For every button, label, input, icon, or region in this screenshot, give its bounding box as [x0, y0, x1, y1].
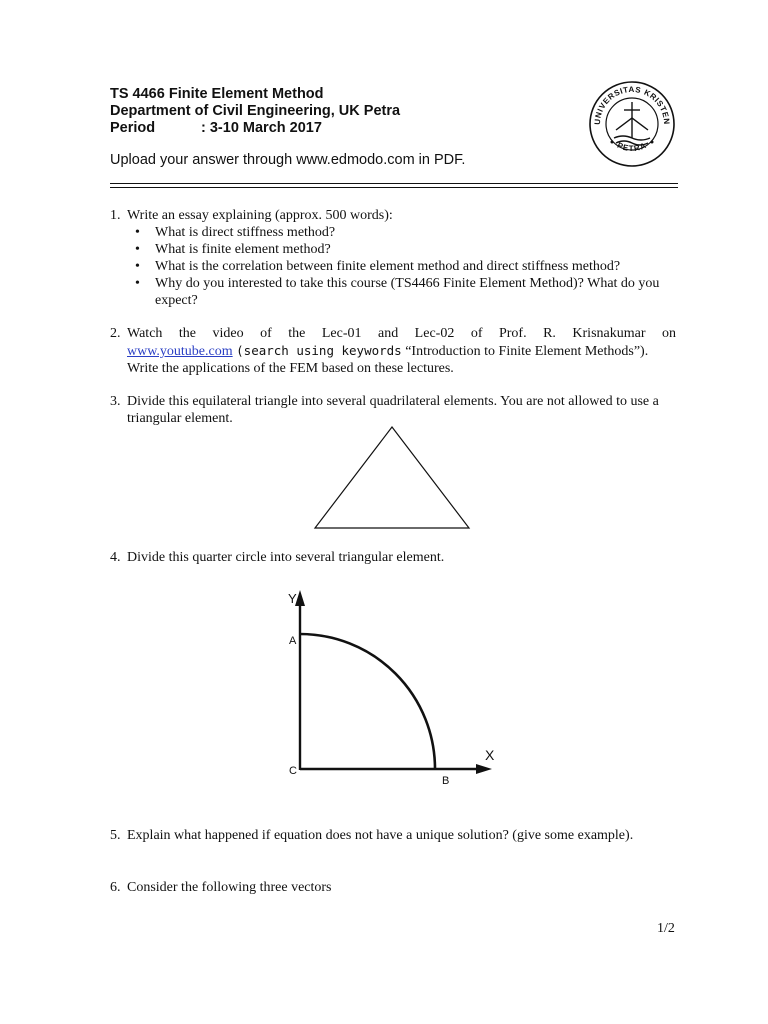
question-1: [110, 207, 676, 309]
point-c-label: C: [289, 765, 297, 777]
question-number: 3.: [110, 394, 121, 409]
search-keywords: “Introduction to Finite Element Methods”).: [405, 344, 649, 359]
x-axis-arrow-icon: [476, 764, 492, 774]
point-a-label: A: [289, 635, 297, 647]
question-5: [110, 827, 650, 844]
seal-bottom-text: PETRA: [615, 140, 649, 154]
question-text: Write an essay explaining (approx. 500 words):: [127, 208, 393, 223]
department-line: Department of Civil Engineering, UK Petra: [110, 103, 401, 119]
period-line: [110, 120, 322, 136]
bullet-item: • What is the correlation between finite element method and direct stiffness method?: [127, 258, 676, 275]
header-divider-bottom: [110, 187, 678, 188]
bullet-list: [127, 224, 676, 309]
question-4: [110, 549, 676, 566]
bullet-item: • Why do you interested to take this course (TS4466 Finite Element Method)? What do you expect?: [127, 275, 676, 309]
youtube-link[interactable]: www.youtube.com: [127, 344, 233, 359]
page-number: 1/2: [657, 921, 675, 936]
question-text: Watch the video of the Lec-01 and Lec-02 of Prof. R. Krisnakumar on: [127, 326, 676, 341]
seal-top-text: UNIVERSITAS KRISTEN: [592, 84, 672, 126]
seal-emblem-icon: [614, 102, 650, 145]
question-number: 6.: [110, 880, 121, 895]
point-b-label: B: [442, 775, 450, 787]
bullet-item: • What is finite element method?: [127, 241, 676, 258]
question-text-line-3: Write the applications of the FEM based on these lectures.: [127, 361, 454, 376]
course-title: TS 4466 Finite Element Method: [110, 86, 324, 102]
question-6: [110, 879, 676, 896]
quarter-circle-arc: [300, 634, 435, 769]
y-axis-label: Y: [288, 591, 297, 606]
question-text: Explain what happened if equation does not have a unique solution? (give some example).: [127, 828, 634, 843]
question-number: 5.: [110, 828, 121, 843]
question-text: Divide this equilateral triangle into several quadrilateral elements. You are not allowed to use a triangular element.: [127, 394, 659, 426]
question-number: 4.: [110, 550, 121, 565]
question-text: Divide this quarter circle into several triangular element.: [127, 550, 445, 565]
quarter-circle-figure: [280, 582, 510, 792]
equilateral-triangle-figure: [310, 422, 476, 534]
header-divider-top: [110, 183, 678, 184]
question-text-line-2: [127, 342, 676, 360]
university-seal-logo: [588, 80, 676, 168]
period-value: : 3-10 March 2017: [201, 120, 322, 136]
search-note: (search using keywords: [236, 343, 402, 358]
bullet-item: • What is direct stiffness method?: [127, 224, 676, 241]
upload-instruction: Upload your answer through www.edmodo.com in PDF.: [110, 152, 466, 168]
question-text: Consider the following three vectors: [127, 880, 332, 895]
question-number: 2.: [110, 326, 121, 341]
question-2: [110, 325, 676, 377]
period-label: Period: [110, 120, 156, 136]
question-number: 1.: [110, 208, 121, 223]
x-axis-label: X: [485, 747, 495, 763]
equilateral-triangle: [315, 427, 469, 528]
